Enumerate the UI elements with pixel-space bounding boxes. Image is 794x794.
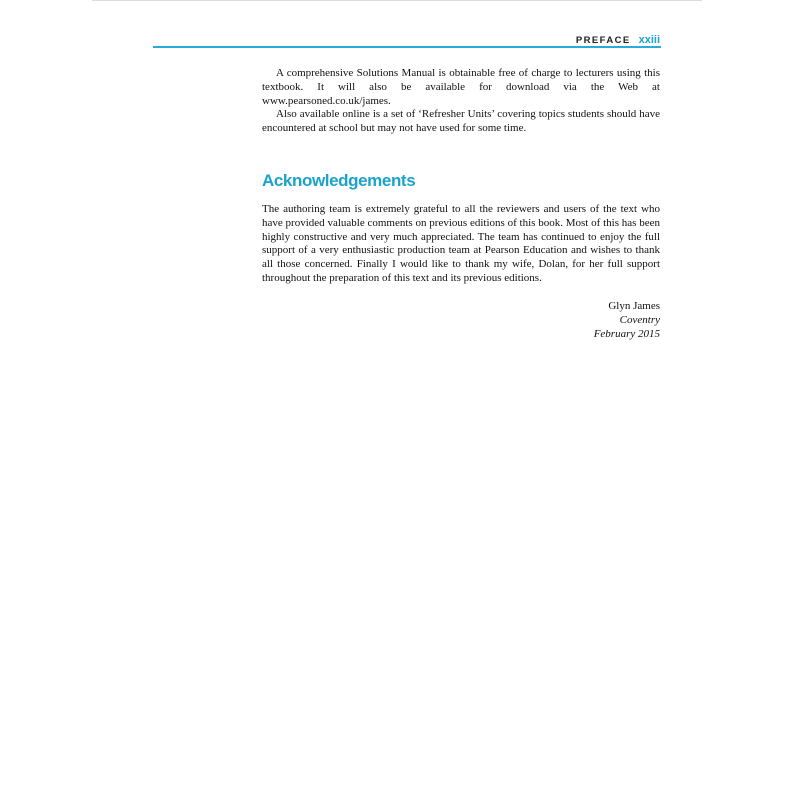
paragraph-refresher-units: Also available online is a set of ‘Refresher Units’ covering topics students should have encountered at school but may not have used for some time. [262, 108, 660, 135]
page-number: xxiii [638, 34, 660, 46]
paragraph-solutions-manual: A comprehensive Solutions Manual is obtainable free of charge to lecturers using this textbook. It will also be available for download via the Web at www.pearsoned.co.uk/james. [262, 67, 660, 107]
page-top-border [92, 0, 702, 1]
signoff-date: February 2015 [593, 327, 660, 340]
running-head-label: PREFACE [575, 35, 631, 46]
author-name: Glyn James [608, 299, 660, 312]
author-place: Coventry [619, 313, 660, 326]
header-rule [153, 46, 661, 48]
body-text [262, 67, 660, 341]
section-heading-acknowledgements: Acknowledgements [262, 170, 416, 190]
paragraph-acknowledgements: The authoring team is extremely grateful to all the reviewers and users of the text who have provided valuable comments on previous editions of this book. Most of this has been highly constructive and very much appreciated. The team has continued to enjoy the full support of a very enthusiastic production team at Pearson Education and wishes to thank all those concerned. Finally I would like to thank my wife, Dolan, for her full support throughout the preparation of this text and its previous editions. [262, 202, 660, 284]
signoff [262, 299, 660, 341]
